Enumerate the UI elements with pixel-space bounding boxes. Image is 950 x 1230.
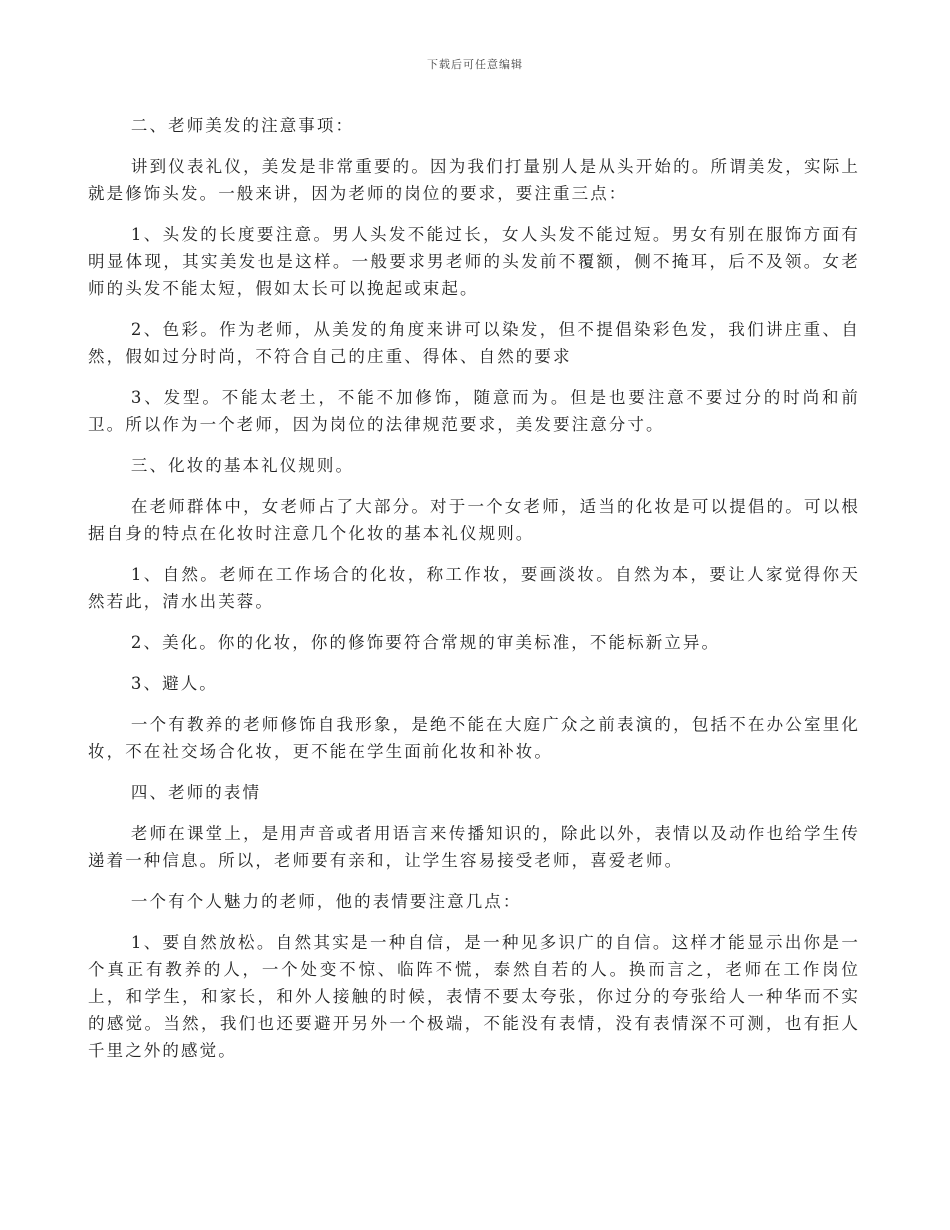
document-body <box>88 112 860 1078</box>
section-heading-expression: 四、老师的表情 <box>130 783 262 802</box>
list-item-hair-length: 1、头发的长度要注意。男人头发不能过长，女人头发不能过短。男女有别在服饰方面有明显体现，其实美发也是这样。一般要求男老师的头发前不覆额，侧不掩耳，后不及领。女老师的头发不能太短，假如太长可以挽起或束起。 <box>88 225 860 298</box>
list-item-natural: 1、自然。老师在工作场合的化妆，称工作妆，要画淡妆。自然为本，要让人家觉得你天然若此，清水出芙蓉。 <box>88 565 860 611</box>
section-heading-hair: 二、老师美发的注意事项： <box>130 116 355 135</box>
list-item-hair-color: 2、色彩。作为老师，从美发的角度来讲可以染发，但不提倡染彩色发，我们讲庄重、自然，假如过分时尚，不符合自己的庄重、得体、自然的要求 <box>88 320 860 366</box>
paragraph: 一个有个人魅力的老师，他的表情要注意几点： <box>130 892 522 911</box>
section-heading-makeup: 三、化妆的基本礼仪规则。 <box>130 456 355 475</box>
paragraph: 老师在课堂上，是用声音或者用语言来传播知识的，除此以外，表情以及动作也给学生传递着一种信息。所以，老师要有亲和，让学生容易接受老师，喜爱老师。 <box>88 824 860 870</box>
list-item-avoid-others: 3、避人。 <box>130 674 218 693</box>
paragraph: 讲到仪表礼仪，美发是非常重要的。因为我们打量别人是从头开始的。所谓美发，实际上就是修饰头发。一般来讲，因为老师的岗位的要求，要注重三点： <box>88 157 860 203</box>
list-item-hair-style: 3、发型。不能太老土，不能不加修饰，随意而为。但是也要注意不要过分的时尚和前卫。所以作为一个老师，因为岗位的法律规范要求，美发要注意分寸。 <box>88 388 860 434</box>
list-item-beautify: 2、美化。你的化妆，你的修饰要符合常规的审美标准，不能标新立异。 <box>130 633 721 652</box>
page-header: 下载后可任意编辑 <box>427 58 523 71</box>
list-item-relaxed: 1、要自然放松。自然其实是一种自信，是一种见多识广的自信。这样才能显示出你是一个真正有教养的人，一个处变不惊、临阵不慌，泰然自若的人。换而言之，老师在工作岗位上，和学生，和家长，和外人接触的时候，表情不要太夸张，你过分的夸张给人一种华而不实的感觉。当然，我们也还要避开另外一个极端，不能没有表情，没有表情深不可测，也有拒人千里之外的感觉。 <box>88 933 860 1060</box>
paragraph: 在老师群体中，女老师占了大部分。对于一个女老师，适当的化妆是可以提倡的。可以根据自身的特点在化妆时注意几个化妆的基本礼仪规则。 <box>88 497 860 543</box>
paragraph: 一个有教养的老师修饰自我形象，是绝不能在大庭广众之前表演的，包括不在办公室里化妆，不在社交场合化妆，更不能在学生面前化妆和补妆。 <box>88 715 860 761</box>
